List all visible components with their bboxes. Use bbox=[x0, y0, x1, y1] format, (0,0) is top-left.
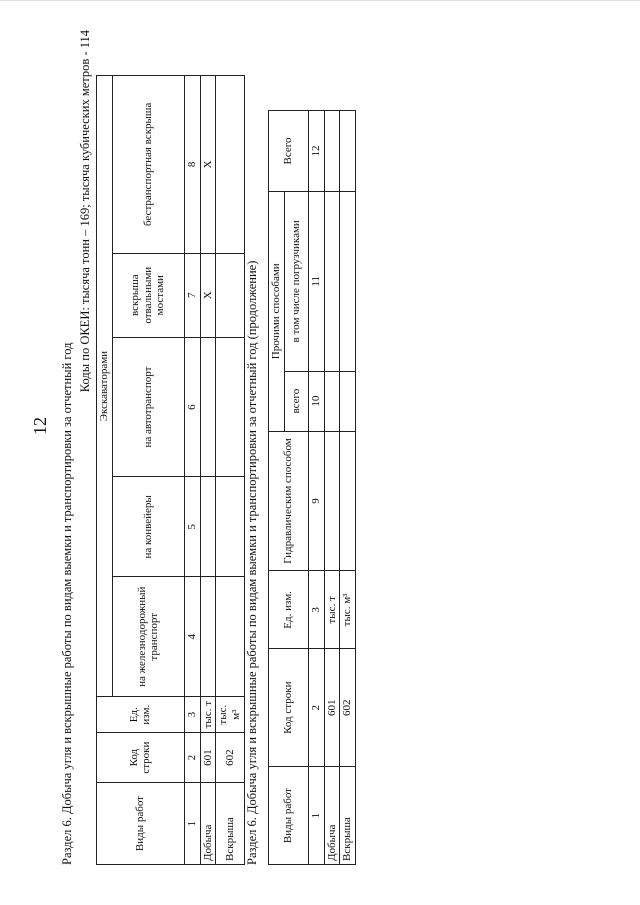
col-number: 6 bbox=[184, 337, 200, 477]
row-unit: тыс. т bbox=[200, 697, 216, 733]
page-number: 12 bbox=[30, 417, 50, 435]
col-number: 11 bbox=[308, 191, 324, 371]
col-number: 3 bbox=[308, 571, 324, 649]
scan-edge bbox=[0, 0, 640, 1]
col-number: 2 bbox=[184, 733, 200, 783]
table-row bbox=[200, 76, 216, 865]
col-number: 10 bbox=[308, 371, 324, 431]
col-number: 8 bbox=[184, 76, 200, 254]
column-numbers-row bbox=[184, 76, 200, 865]
table-section6-continued bbox=[268, 110, 356, 865]
cell-other-total[interactable] bbox=[340, 371, 356, 431]
header-auto: на автотранспорт bbox=[112, 337, 184, 477]
header-work-type: Виды работ bbox=[97, 783, 185, 865]
header-line-code: Код строки bbox=[269, 649, 309, 767]
cell-total[interactable] bbox=[324, 111, 340, 192]
header-no-transport: бестранспортная вскрыша bbox=[112, 76, 184, 254]
table-row bbox=[324, 111, 340, 865]
col-number: 7 bbox=[184, 253, 200, 337]
cell-loaders[interactable] bbox=[340, 191, 356, 371]
col-number: 3 bbox=[184, 697, 200, 733]
cell-rail[interactable] bbox=[216, 577, 244, 697]
col-number: 5 bbox=[184, 477, 200, 577]
col-number: 4 bbox=[184, 577, 200, 697]
col-number: 9 bbox=[308, 431, 324, 571]
header-hydraulic: Гидравлическим способом bbox=[269, 431, 309, 571]
table-row bbox=[216, 76, 244, 865]
row-name: Вскрыша bbox=[340, 767, 356, 865]
cell-other-total[interactable] bbox=[324, 371, 340, 431]
header-total: Всего bbox=[269, 111, 309, 192]
cell-no-transport[interactable] bbox=[216, 76, 244, 254]
section-title-2: Раздел 6. Добыча угля и вскрышные работы по видам выемки и транспортировки за отчетный год (продолжение) bbox=[245, 260, 259, 865]
row-code: 602 bbox=[216, 733, 244, 783]
cell-rail[interactable] bbox=[200, 577, 216, 697]
header-unit: Ед. изм. bbox=[97, 697, 185, 733]
cell-hydraulic[interactable] bbox=[340, 431, 356, 571]
col-number: 1 bbox=[184, 783, 200, 865]
header-excavators: Экскаваторами bbox=[97, 76, 113, 697]
header-loaders: в том числе погрузчиками bbox=[284, 191, 308, 371]
col-number: 2 bbox=[308, 649, 324, 767]
cell-hydraulic[interactable] bbox=[324, 431, 340, 571]
col-number: 1 bbox=[308, 767, 324, 865]
header-other-methods: Прочими способами bbox=[269, 191, 285, 431]
header-other-total: всего bbox=[284, 371, 308, 431]
section-title-1: Раздел 6. Добыча угля и вскрышные работы по видам выемки и транспортировки за отчетный год bbox=[60, 342, 74, 865]
row-name: Добыча bbox=[324, 767, 340, 865]
column-numbers-row bbox=[308, 111, 324, 865]
cell-spoil-bridges[interactable] bbox=[216, 253, 244, 337]
header-line-code: Код строки bbox=[97, 733, 185, 783]
row-code: 601 bbox=[200, 733, 216, 783]
row-code: 602 bbox=[340, 649, 356, 767]
header-work-type: Виды работ bbox=[269, 767, 309, 865]
row-name: Добыча bbox=[200, 783, 216, 865]
cell-no-transport: X bbox=[200, 76, 216, 254]
row-code: 601 bbox=[324, 649, 340, 767]
row-unit: тыс. м³ bbox=[340, 571, 356, 649]
cell-conveyor[interactable] bbox=[216, 477, 244, 577]
col-number: 12 bbox=[308, 111, 324, 192]
cell-loaders[interactable] bbox=[324, 191, 340, 371]
cell-total[interactable] bbox=[340, 111, 356, 192]
header-rail: на железнодорожный транспорт bbox=[112, 577, 184, 697]
row-unit: тыс. т bbox=[324, 571, 340, 649]
cell-auto[interactable] bbox=[216, 337, 244, 477]
cell-conveyor[interactable] bbox=[200, 477, 216, 577]
okei-codes: Коды по ОКЕИ: тысяча тонн – 169; тысяча кубических метров - 114 bbox=[78, 30, 92, 393]
header-conveyor: на конвейеры bbox=[112, 477, 184, 577]
table-section6 bbox=[96, 75, 245, 865]
header-spoil-bridges: вскрыша отвальными мостами bbox=[112, 253, 184, 337]
cell-spoil-bridges: X bbox=[200, 253, 216, 337]
cell-auto[interactable] bbox=[200, 337, 216, 477]
header-unit: Ед. изм. bbox=[269, 571, 309, 649]
row-unit: тыс. м³ bbox=[216, 697, 244, 733]
table-row bbox=[340, 111, 356, 865]
row-name: Вскрыша bbox=[216, 783, 244, 865]
